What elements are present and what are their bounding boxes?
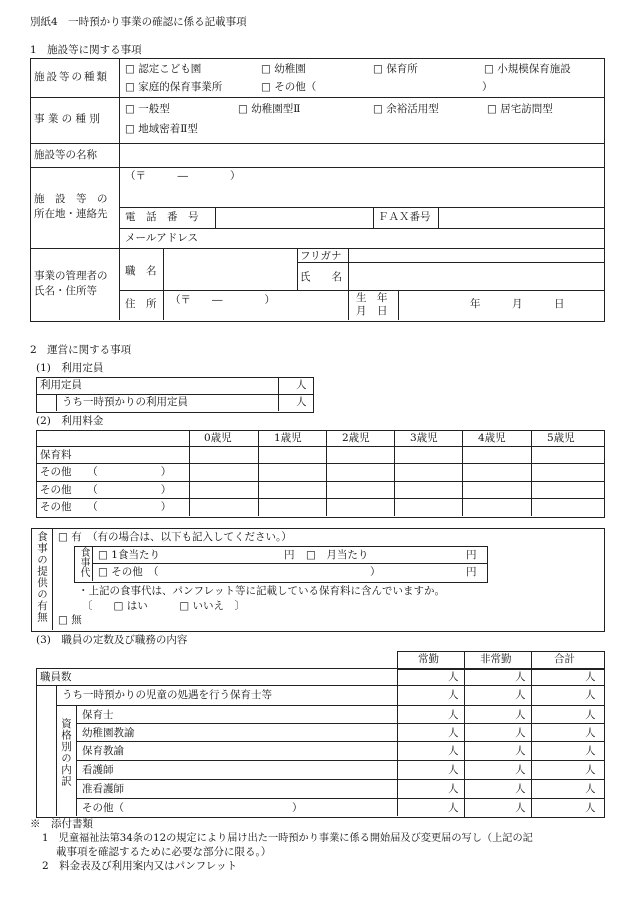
temp-capacity-label: うち一時預かりの利用定員 — [62, 396, 188, 408]
staff-unit: 人 — [448, 671, 459, 683]
manager-name-field[interactable] — [350, 264, 602, 288]
staff-unit: 人 — [448, 727, 459, 739]
qual-row-youchien-teacher: 幼稚園教諭 — [82, 727, 135, 739]
staff-subheading: (3) 職員の定数及び職務の内容 — [36, 634, 188, 646]
facility-type-label: 施設等の種類 — [34, 71, 109, 83]
fee-row-childcare: 保育料 — [40, 449, 72, 461]
attachment-item-1: 1 児童福祉法第34条の12の規定により届け出た一時預かり事業に係る開始届及び変更届の写し（上記の記 — [42, 833, 533, 844]
manager-postal-field[interactable]: （〒 ― ） — [170, 294, 275, 306]
fee-row-other-1: その他 （ ） — [40, 466, 172, 478]
tel-field[interactable] — [217, 209, 371, 227]
fee-header-age5: 5歳児 — [547, 432, 575, 444]
fax-label: ＦＡＸ番号 — [378, 211, 431, 223]
manager-name-label: 氏 名 — [300, 271, 342, 283]
qual-row-nurse: 看護師 — [82, 764, 114, 776]
manager-label-line2: 氏名・住所等 — [34, 285, 97, 297]
birth-date-field[interactable]: 年 月 日 — [470, 298, 565, 310]
staff-unit: 人 — [585, 745, 596, 757]
staff-unit: 人 — [585, 764, 596, 776]
position-field[interactable] — [165, 250, 295, 288]
staff-unit: 人 — [585, 671, 596, 683]
checkbox-youchien-type2[interactable]: □ 幼稚園型Ⅱ — [238, 103, 301, 115]
capacity-label: 利用定員 — [40, 379, 82, 391]
facility-other-close: ） — [482, 81, 493, 93]
birth-label-line1: 生 年 — [356, 292, 388, 304]
temp-capacity-unit: 人 — [296, 396, 307, 408]
staff-unit: 人 — [585, 689, 596, 701]
staff-sub-label: うち一時預かりの児童の処遇を行う保育士等 — [62, 689, 272, 701]
address-field-label: 住 所 — [125, 298, 157, 310]
checkbox-home-visit[interactable]: □ 居宅訪問型 — [487, 103, 553, 115]
staff-unit: 人 — [515, 783, 526, 795]
staff-unit: 人 — [515, 802, 526, 814]
capacity-unit: 人 — [296, 379, 307, 391]
staff-unit: 人 — [585, 727, 596, 739]
meal-other-yen: 円 — [466, 566, 477, 578]
checkbox-hoikusho[interactable]: □ 保育所 — [373, 63, 418, 75]
section-2-heading: 2 運営に関する事項 — [30, 344, 132, 356]
email-field[interactable] — [217, 230, 601, 247]
birth-label-line2: 月 日 — [356, 305, 388, 317]
meal-per-meal-checkbox[interactable]: □ 1食当たり — [98, 549, 160, 561]
staff-unit: 人 — [585, 783, 596, 795]
fax-field[interactable] — [440, 209, 602, 227]
staff-header-parttime: 非常勤 — [480, 653, 512, 665]
qual-row-hoiku-teacher: 保育教諭 — [82, 745, 124, 757]
checkbox-youchien[interactable]: □ 幼稚園 — [261, 63, 306, 75]
qualification-label: 資格別の内訳 — [60, 718, 72, 787]
furigana-label: フリガナ — [300, 250, 342, 262]
staff-unit: 人 — [585, 802, 596, 814]
email-label: メールアドレス — [125, 232, 198, 244]
staff-unit: 人 — [448, 783, 459, 795]
qual-row-other: その他（ ） — [82, 802, 303, 814]
fee-header-age1: 1歳児 — [274, 432, 302, 444]
staff-total-label: 職員数 — [40, 671, 72, 683]
section-1-heading: 1 施設等に関する事項 — [30, 44, 142, 56]
manager-label-line1: 事業の管理者の — [34, 270, 108, 282]
fee-subheading: (2) 利用料金 — [36, 415, 104, 427]
meal-no-checkbox[interactable]: □ 無 — [58, 614, 82, 626]
staff-unit: 人 — [515, 727, 526, 739]
meal-per-meal-yen: 円 — [284, 549, 295, 561]
meal-cost-label: 食事代 — [78, 547, 89, 577]
checkbox-facility-other[interactable]: □ その他（ — [261, 81, 317, 93]
staff-unit: 人 — [585, 709, 596, 721]
address-label-line2: 所在地・連絡先 — [34, 208, 108, 220]
staff-unit: 人 — [515, 745, 526, 757]
fee-header-age2: 2歳児 — [342, 432, 370, 444]
fee-header-age3: 3歳児 — [410, 432, 438, 444]
position-label: 職 名 — [125, 265, 157, 277]
fee-header-age0: 0歳児 — [204, 432, 232, 444]
business-type-label: 事 業 の 種 別 — [34, 113, 100, 125]
capacity-subheading: (1) 利用定員 — [36, 362, 104, 374]
facility-name-label: 施設等の名称 — [34, 149, 97, 161]
meal-per-month-yen: 円 — [466, 549, 477, 561]
staff-unit: 人 — [515, 764, 526, 776]
meal-other-checkbox[interactable]: □ その他 （ — [98, 566, 159, 578]
tel-label: 電 話 番 号 — [125, 211, 199, 223]
staff-unit: 人 — [448, 689, 459, 701]
meal-side-label: 食事の提供の有無 — [36, 531, 48, 623]
document-title: 別紙4 一時預かり事業の確認に係る記載事項 — [30, 16, 247, 28]
meal-question: ・上記の食事代は、パンフレット等に記載している保育料に含んでいますか。 — [78, 585, 445, 597]
staff-unit: 人 — [515, 671, 526, 683]
staff-unit: 人 — [448, 745, 459, 757]
checkbox-nintei-kodomoen[interactable]: □ 認定こども園 — [125, 63, 202, 75]
attachment-item-1-cont: 載事項を確認するために必要な部分に限る。） — [56, 846, 272, 858]
meal-per-month-checkbox[interactable]: □ 月当たり — [306, 549, 369, 561]
staff-unit: 人 — [515, 689, 526, 701]
attachments-heading: ※ 添付書類 — [30, 818, 93, 830]
checkbox-community-type2[interactable]: □ 地域密着Ⅱ型 — [125, 123, 198, 135]
fee-row-other-3: その他 （ ） — [40, 501, 172, 513]
facility-name-field[interactable] — [121, 145, 601, 165]
meal-answer-checkboxes[interactable]: 〔 □ はい □ いいえ 〕 — [82, 600, 246, 612]
qual-row-hoikushi: 保育士 — [82, 709, 114, 721]
staff-unit: 人 — [515, 709, 526, 721]
postal-code-field[interactable]: （〒 ― ） — [125, 170, 241, 182]
meal-yes-checkbox[interactable]: □ 有 （有の場合は、以下も記入してください。） — [58, 531, 292, 543]
checkbox-general[interactable]: □ 一般型 — [125, 103, 170, 115]
attachment-item-2: 2 料金表及び利用案内又はパンフレット — [42, 860, 238, 872]
qual-row-assistant-nurse: 准看護師 — [82, 783, 124, 795]
staff-header-fulltime: 常勤 — [418, 653, 439, 665]
address-label-line1: 施 設 等 の — [34, 193, 108, 205]
staff-unit: 人 — [448, 802, 459, 814]
meal-other-close: ） — [370, 566, 381, 578]
fee-row-other-2: その他 （ ） — [40, 484, 172, 496]
staff-unit: 人 — [448, 709, 459, 721]
staff-header-total: 合計 — [554, 653, 575, 665]
checkbox-small-nursery[interactable]: □ 小規模保育施設 — [484, 63, 571, 75]
fee-header-age4: 4歳児 — [478, 432, 506, 444]
checkbox-surplus-use[interactable]: □ 余裕活用型 — [373, 103, 439, 115]
checkbox-home-nursery[interactable]: □ 家庭的保育事業所 — [125, 81, 223, 93]
staff-unit: 人 — [448, 764, 459, 776]
